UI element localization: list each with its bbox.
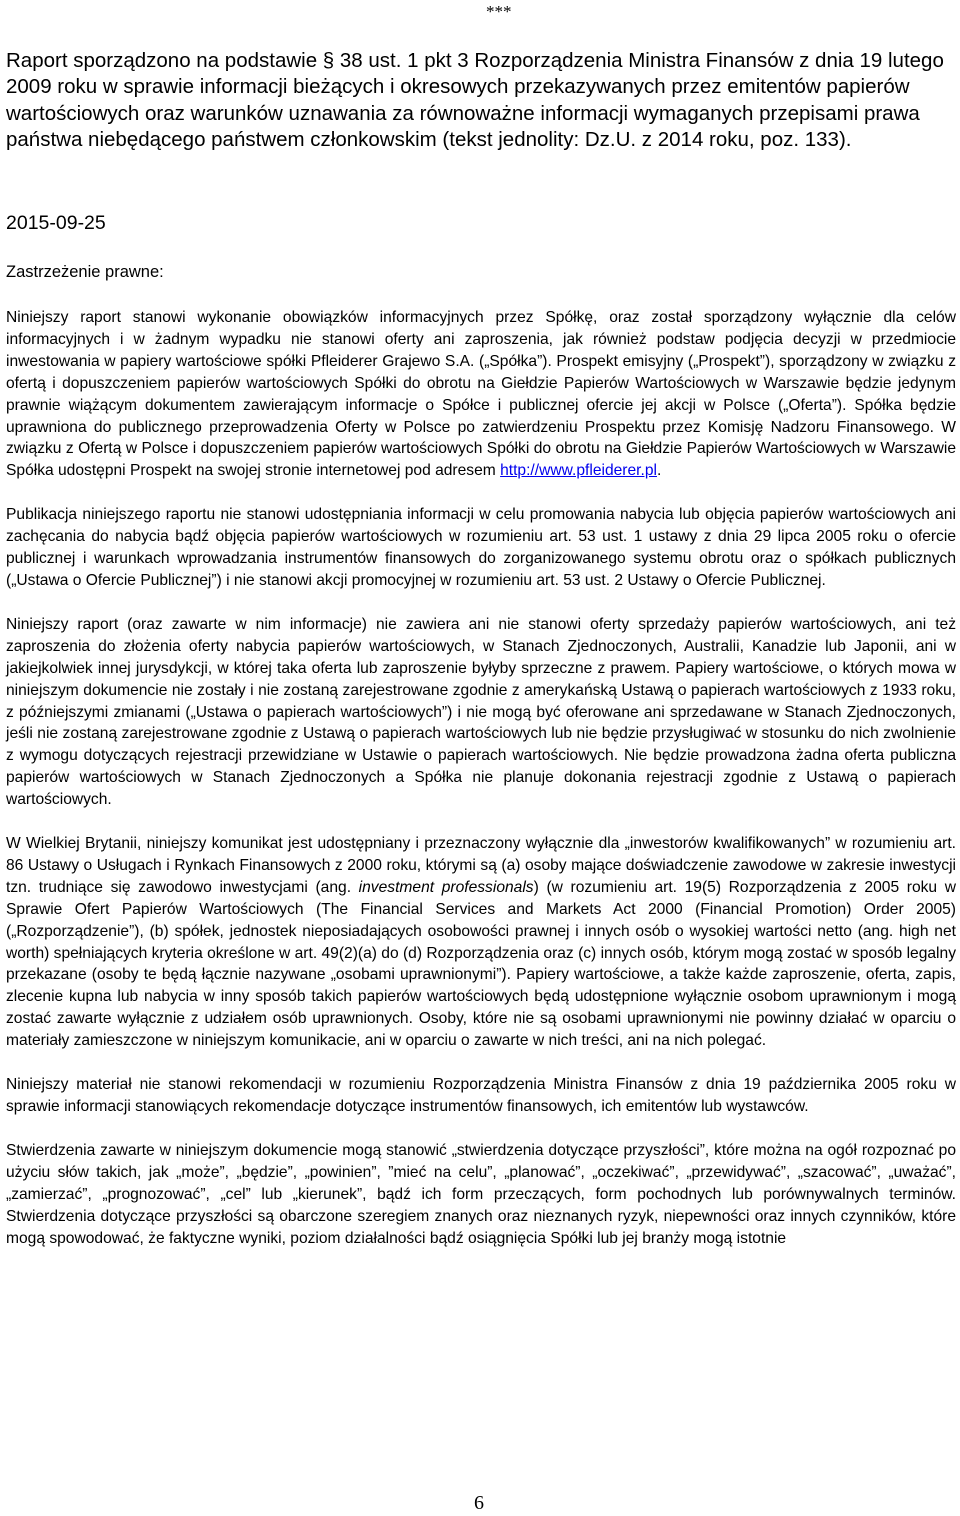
paragraph-uk-text-b: ) (w rozumieniu art. 19(5) Rozporządzenia z 2005 roku w Sprawie Ofert Papierów Wartościowych (The Financial Services and Markets Act 2000 (Financial Promotion) Order 2005) („Rozporządzenie”), (b) spółek, jednostek nieposiadających osobowości prawnej i innych osób o wysokiej wartości netto (ang. high net worth) spełniających kryteria określone w art. 49(2)(a) do (d) Rozporządzenia oraz (c) innych osób, którym mogą zostać w sposób legalny przekazane (osoby te będą łącznie nazywane „osobami uprawnionymi”). Papiery wartościowe, a także każde zaproszenie, oferta, zapis, zlecenie kupna lub nabycia w inny sposób takich papierów wartościowych będą udostępnione wyłącznie osobom uprawnionym i mogą zostać zawarte wyłącznie z udziałem osób uprawnionych. Osoby, które nie są osobami uprawnionymi nie powinny działać w oparciu o materiały zamieszczone w niniejszym komunikacie, ani w oparciu o zawarte w nich treści, ani na nich polegać.	[6, 878, 956, 1050]
company-website-link[interactable]: http://www.pfleiderer.pl	[500, 462, 657, 480]
paragraph-recommendation: Niniejszy materiał nie stanowi rekomendacji w rozumieniu Rozporządzenia Ministra Finansów z dnia 19 października 2005 roku w sprawie informacji stanowiących rekomendacje dotyczące instrumentów finansowych, ich emitentów lub wystawców.	[6, 1076, 956, 1115]
paragraph-uk-italic: investment professionals	[358, 878, 534, 896]
paragraph-prospectus	[6, 307, 956, 482]
paragraph-publication: Publikacja niniejszego raportu nie stanowi udostępniania informacji w celu promowania nabycia lub objęcia papierów wartościowych ani zachęcania do nabycia bądź objęcia papierów wartościowych w rozumieniu art. 53 ust. 1 ustawy z dnia 29 lipca 2005 roku o ofercie publicznej i warunkach wprowadzania instrumentów finansowych do zorganizowanego systemu obrotu oraz o spółkach publicznych („Ustawa o Ofercie Publicznej”) i nie stanowi akcji promocyjnej w rozumieniu art. 53 ust. 2 Ustawy o Ofercie Publicznej.	[6, 506, 956, 589]
disclaimer-body	[6, 307, 956, 1249]
paragraph-uk-text-a: W Wielkiej Brytanii, niniejszy komunikat jest udostępniany i przeznaczony wyłącznie dla „inwestorów kwalifikowanych” w rozumieniu art. 86 Ustawy o Usługach i Rynkach Finansowych z 2000 roku, którymi są (a) osoby mające doświadczenie zawodowe w zakresie inwestycji tzn. trudniące się zawodowo inwestycjami (ang.	[6, 835, 956, 896]
report-basis-statement: Raport sporządzono na podstawie § 38 ust. 1 pkt 3 Rozporządzenia Ministra Finansów z dnia 19 lutego 2009 roku w sprawie informacji bieżących i okresowych przekazywanych przez emitentów papierów wartościowych oraz warunków uznawania za równoważne informacji wymaganych przepisami prawa państwa niebędącego państwem członkowskim (tekst jednolity: Dz.U. z 2014 roku, poz. 133).	[6, 49, 944, 152]
paragraph-prospectus-text: Niniejszy raport stanowi wykonanie obowiązków informacyjnych przez Spółkę, oraz został sporządzony wyłącznie dla celów informacyjnych i w żadnym wypadku nie stanowi oferty ani zaproszenia, jak również podstaw podjęcia decyzji w przedmiocie inwestowania w papiery wartościowe spółki Pfleiderer Grajewo S.A. („Spółka”). Prospekt emisyjny („Prospekt”), sporządzony w związku z ofertą i dopuszczeniem papierów wartościowych Spółki do obrotu na Giełdzie Papierów Wartościowych w Warszawie będzie jedynym prawnie wiążącym dokumentem zawierającym informacje o Spółce i publicznej ofercie jej akcji w Polsce („Oferta”). Spółka będzie uprawniona do publicznego przeprowadzenia Oferty w Polsce po zatwierdzeniu Prospektu przez Komisję Nadzoru Finansowego. W związku z Ofertą w Polsce i dopuszczeniem papierów wartościowych Spółki do obrotu na Giełdzie Papierów Wartościowych w Warszawie Spółka udostępni Prospekt na swojej stronie internetowej pod adresem	[6, 309, 956, 480]
paragraph-us-restriction: Niniejszy raport (oraz zawarte w nim informacje) nie zawiera ani nie stanowi oferty sprzedaży papierów wartościowych, ani też zaproszenia do złożenia oferty nabycia papierów wartościowych, w Stanach Zjednoczonych, Australii, Kanadzie lub Japonii, ani w jakiejkolwiek innej jurysdykcji, w której taka oferta lub zaproszenie byłyby sprzeczne z prawem. Papiery wartościowe, o których mowa w niniejszym dokumencie nie zostały i nie zostaną zarejestrowane zgodnie z amerykańską Ustawą o papierach wartościowych z 1933 roku, z późniejszymi zmianami („Ustawa o papierach wartościowych”) i nie mogą być oferowane ani sprzedawane w Stanach Zjednoczonych, jeśli nie zostaną zarejestrowane zgodnie z Ustawą o papierach wartościowych lub nie będzie przysługiwać w stosunku do nich zwolnienie z wymogu dotyczących rejestracji przewidziane w Ustawie o papierach wartościowych. Nie będzie prowadzona żadna oferta publiczna papierów wartościowych w Stanach Zjednoczonych a Spółka nie planuje dokonania rejestracji zgodnie z Ustawą o papierach wartościowych.	[6, 615, 956, 809]
disclaimer-heading: Zastrzeżenie prawne:	[6, 263, 164, 281]
header-stars: ***	[486, 2, 512, 21]
paragraph-forward-looking: Stwierdzenia zawarte w niniejszym dokumencie mogą stanowić „stwierdzenia dotyczące przyszłości”, które można na ogół rozpoznać po użyciu słów takich, jak „może”, „będzie”, „powinien”, ”mieć na celu”, „planować”, „oczekiwać”, „przewidywać”, „szacować”, „uważać”, „zamierzać”, „prognozować”, „cel” lub „kierunek”, bądź ich form przeczących, form pochodnych lub porównywalnych terminów. Stwierdzenia dotyczące przyszłości są obarczone szeregiem znanych oraz nieznanych ryzyk, niepewności oraz innych czynników, które mogą spowodować, że faktyczne wyniki, poziom działalności bądź osiągnięcia Spółki lub jej branży mogą istotnie	[6, 1141, 956, 1247]
page-number: 6	[474, 1492, 484, 1514]
report-date: 2015-09-25	[6, 212, 106, 234]
paragraph-uk	[6, 833, 956, 1052]
paragraph-prospectus-end: .	[656, 462, 662, 480]
